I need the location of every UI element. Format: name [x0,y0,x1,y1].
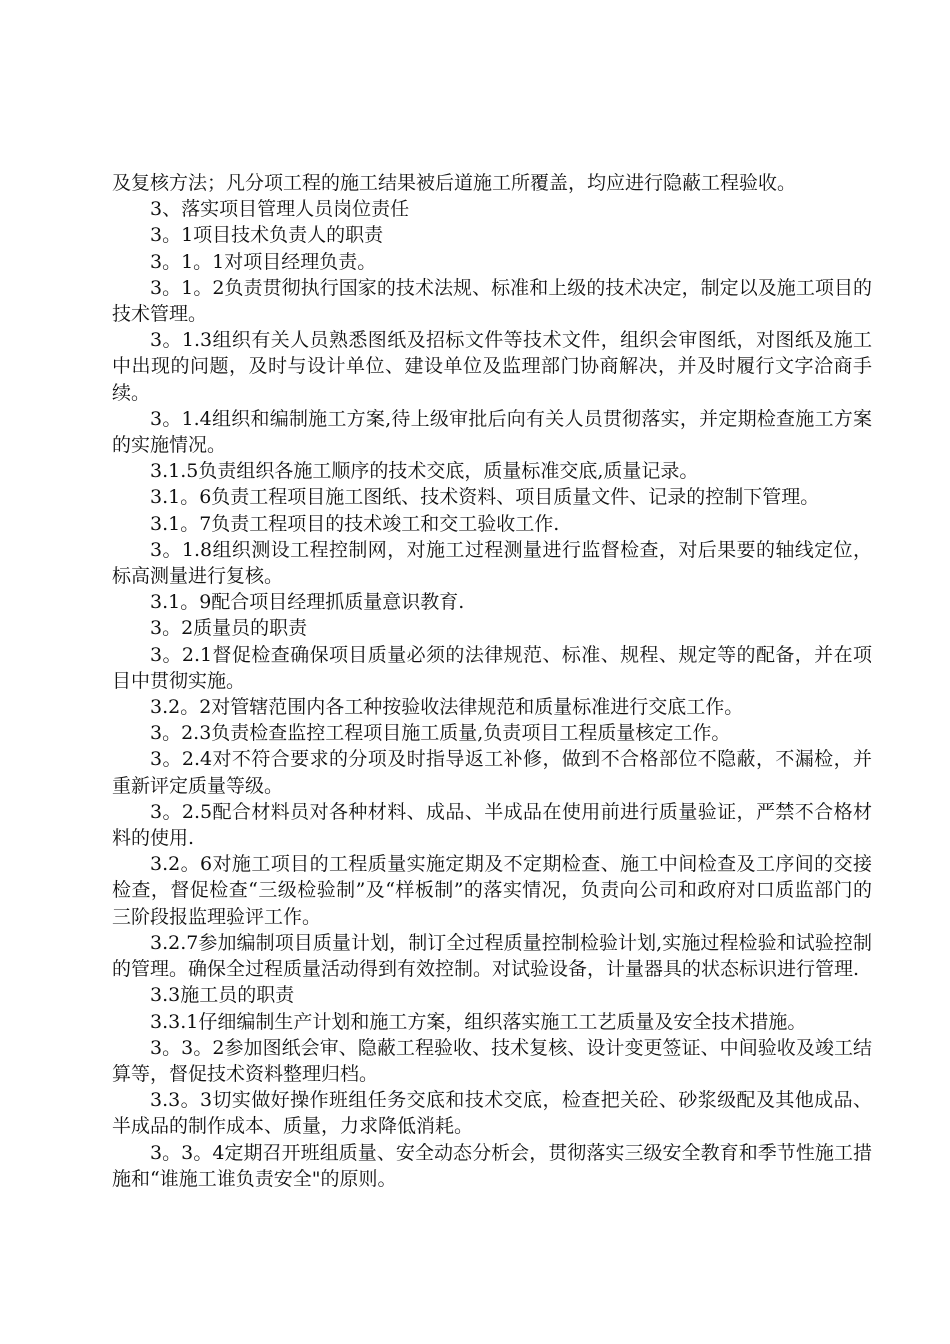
paragraph: 3.2。6对施工项目的工程质量实施定期及不定期检查、施工中间检查及工序间的交接检查，督促检查“三级检验制”及“样板制”的落实情况，负责向公司和政府对口质监部门的三阶段报监理验评工作。 [112,853,872,928]
subsection-heading: 3。1项目技术负责人的职责 [150,224,384,247]
paragraph: 3.3。3切实做好操作班组任务交底和技术交底，检查把关砼、砂浆级配及其他成品、半成品的制作成本、质量，力求降低消耗。 [112,1089,872,1138]
section-heading: 3、落实项目管理人员岗位责任 [150,198,410,221]
document-body [112,170,872,1192]
paragraph: 3.1。6负责工程项目施工图纸、技术资料、项目质量文件、记录的控制下管理。 [150,486,820,509]
paragraph: 3.3.1仔细编制生产计划和施工方案，组织落实施工工艺质量及安全技术措施。 [150,1010,807,1033]
paragraph: 3。1.8组织测设工程控制网，对施工过程测量进行监督检查，对后果要的轴线定位，标高测量进行复核。 [112,538,872,588]
paragraph: 3。2.4对不符合要求的分项及时指导返工补修，做到不合格部位不隐蔽，不漏检，并重新评定质量等级。 [112,748,872,797]
paragraph: 3.2。2对管辖范围内各工种按验收法律规范和质量标准进行交底工作。 [150,696,744,719]
paragraph: 3.2.7参加编制项目质量计划，制订全过程质量控制检验计划,实施过程检验和试验控制的管理。确保全过程质量活动得到有效控制。对试验设备，计量器具的状态标识进行管理. [112,931,872,981]
paragraph: 3。1。1对项目经理负责。 [150,250,377,273]
paragraph-continuation: 及复核方法；凡分项工程的施工结果被后道施工所覆盖，均应进行隐蔽工程验收。 [112,172,797,194]
paragraph: 3。1。2负责贯彻执行国家的技术法规、标准和上级的技术决定，制定以及施工项目的技术管理。 [112,276,872,326]
paragraph: 3。1.4组织和编制施工方案,待上级审批后向有关人员贯彻落实，并定期检查施工方案的实施情况。 [112,407,872,457]
paragraph: 3.1.5负责组织各施工顺序的技术交底，质量标准交底,质量记录。 [150,460,699,483]
subsection-heading: 3。2质量员的职责 [150,617,308,640]
paragraph: 3.1。9配合项目经理抓质量意识教育. [150,591,465,614]
subsection-heading: 3.3施工员的职责 [150,984,295,1007]
paragraph: 3。3。2参加图纸会审、隐蔽工程验收、技术复核、设计变更签证、中间验收及竣工结算等，督促技术资料整理归档。 [112,1036,872,1085]
paragraph: 3.1。7负责工程项目的技术竣工和交工验收工作. [150,512,560,535]
paragraph: 3。2.1督促检查确保项目质量必须的法律规范、标准、规程、规定等的配备，并在项目中贯彻实施。 [112,643,872,692]
paragraph: 3。1.3组织有关人员熟悉图纸及招标文件等技术文件，组织会审图纸，对图纸及施工中出现的问题，及时与设计单位、建设单位及监理部门协商解决，并及时履行文字洽商手续。 [112,329,872,404]
paragraph: 3。2.3负责检查监控工程项目施工质量,负责项目工程质量核定工作。 [150,722,731,745]
paragraph: 3。2.5配合材料员对各种材料、成品、半成品在使用前进行质量验证，严禁不合格材料的使用. [112,800,872,850]
paragraph: 3。3。4定期召开班组质量、安全动态分析会，贯彻落实三级安全教育和季节性施工措施和“谁施工谁负责安全"的原则。 [112,1141,872,1190]
